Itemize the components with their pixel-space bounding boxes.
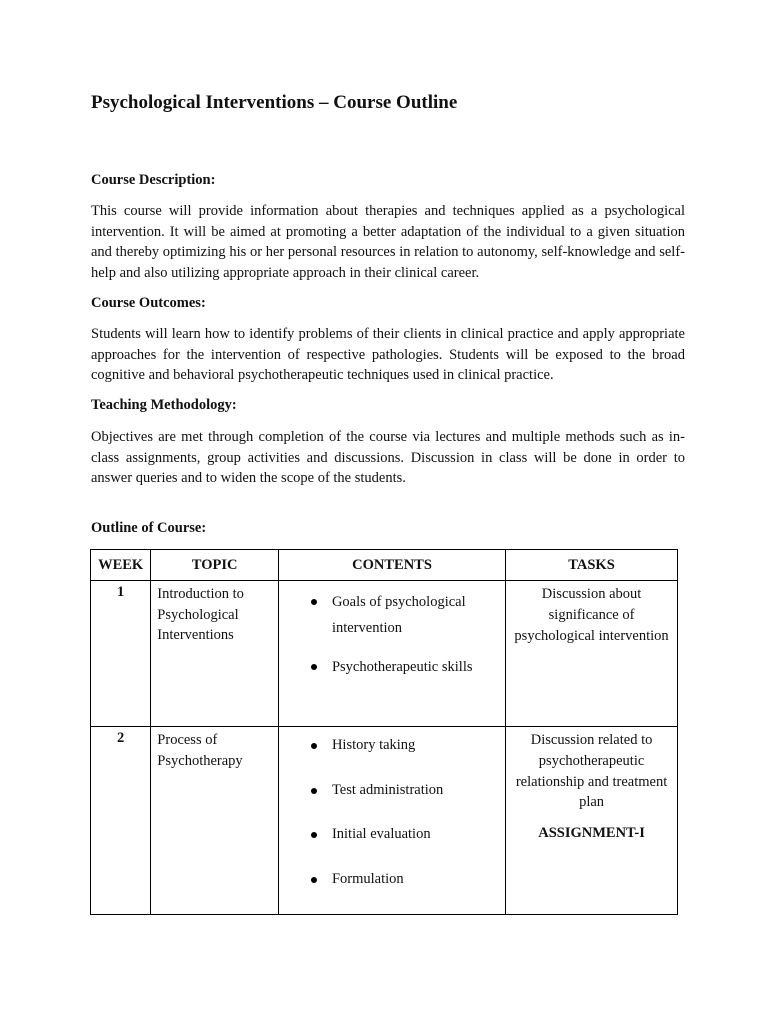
week-cell: 2 — [91, 727, 151, 915]
course-outcomes-text: Students will learn how to identify problems of their clients in clinical practice and apply appropriate approaches for the intervention of respective pathologies. Students will be exposed to the broad cognitive and behavioral psychotherapeutic techniques used in clinical practice. — [91, 326, 685, 384]
contents-item: Initial evaluation — [310, 824, 504, 845]
course-description-text: This course will provide information about therapies and techniques applied as a psychological intervention. It will be aimed at promoting a better adaptation of the individual to a given situation and thereby optimizing his or her personal resources in relation to autonomy, self-knowledge and self-help and also utilizing appropriate approach in their clinical career. — [91, 203, 685, 282]
table-header-row — [91, 550, 678, 581]
contents-list — [280, 728, 504, 890]
table-row — [91, 581, 678, 727]
table-row — [91, 727, 678, 915]
course-outline-table — [90, 549, 678, 915]
assignment-label: ASSIGNMENT-I — [538, 825, 645, 842]
topic-cell: Process of Psychotherapy — [151, 727, 279, 915]
task-text: Discussion about significance of psychological intervention — [514, 586, 669, 644]
contents-list — [280, 582, 504, 680]
tasks-cell — [506, 581, 678, 727]
contents-cell — [278, 727, 505, 915]
topic-cell: Introduction to Psychological Interventions — [151, 581, 279, 727]
contents-item: Formulation — [310, 869, 504, 890]
contents-item: Goals of psychological intervention — [310, 589, 504, 641]
teaching-methodology-text: Objectives are met through completion of the course via lectures and multiple methods such as in-class assignments, group activities and discussions. Discussion in class will be done in order to answer queries and to widen the scope of the students. — [91, 429, 685, 487]
header-topic: TOPIC — [151, 550, 279, 581]
tasks-cell — [506, 727, 678, 915]
contents-item: History taking — [310, 735, 504, 756]
contents-cell — [278, 581, 505, 727]
week-cell: 1 — [91, 581, 151, 727]
header-contents: CONTENTS — [278, 550, 505, 581]
teaching-methodology-heading: Teaching Methodology: — [91, 397, 237, 413]
task-text: Discussion related to psychotherapeutic relationship and treatment plan — [515, 732, 668, 811]
course-outcomes-heading: Course Outcomes: — [91, 295, 206, 311]
header-tasks: TASKS — [506, 550, 678, 581]
header-week: WEEK — [91, 550, 151, 581]
course-outline-heading: Outline of Course: — [91, 520, 207, 536]
course-description-heading: Course Description: — [91, 172, 216, 188]
contents-item: Psychotherapeutic skills — [310, 654, 504, 680]
contents-item: Test administration — [310, 780, 504, 801]
page-title: Psychological Interventions – Course Outline — [91, 92, 458, 113]
